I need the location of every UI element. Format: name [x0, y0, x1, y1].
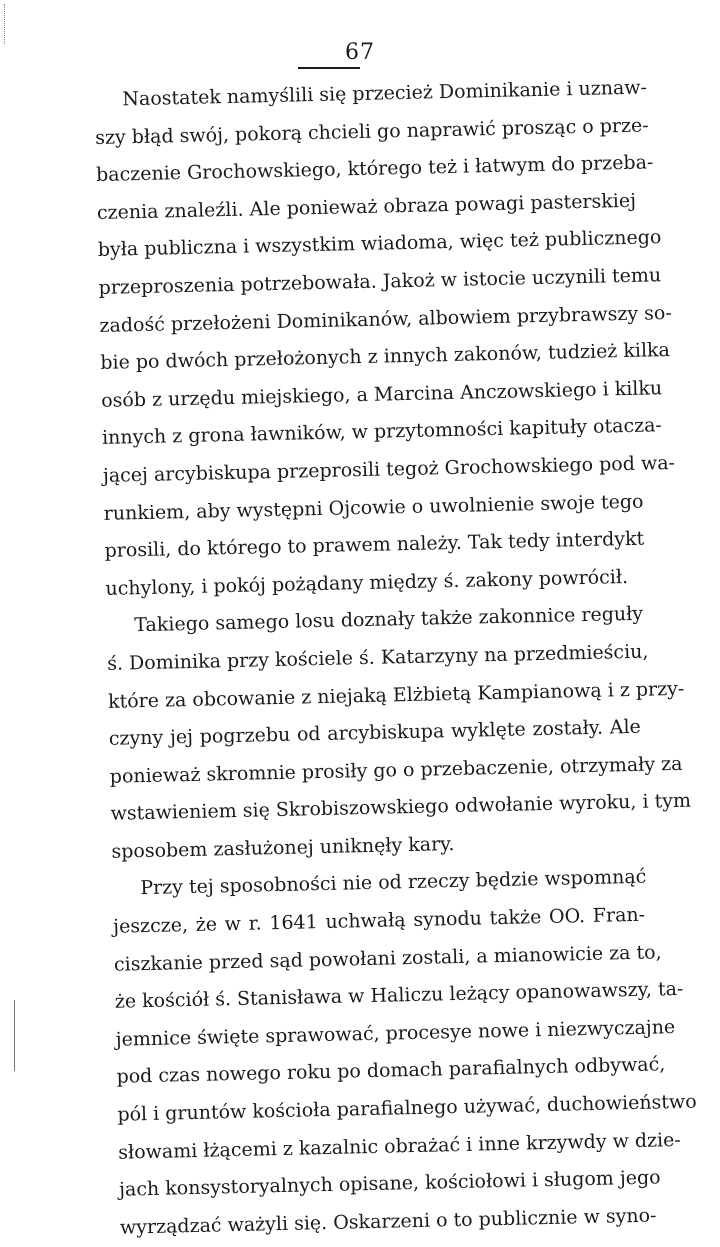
text-line: przeproszenia potrzebowała. Jakoż w istocie uczynili temu: [98, 264, 662, 299]
text-line: Naostatek namyślili się przecież Dominikanie i uznaw-: [122, 76, 648, 111]
page-number: 67: [345, 40, 375, 65]
margin-edge-line: [14, 1000, 15, 1071]
text-line: jemnice święte sprawować, procesye nowe i niezwyczajne: [115, 1015, 676, 1051]
body-text: [94, 69, 697, 1247]
text-line: była publiczna i wszystkim wiadoma, więc też publicznego: [97, 226, 662, 262]
text-line: innych z grona ławników, w przytomności kapituły otacza-: [101, 414, 663, 450]
text-line: pól i gruntów kościoła parafialnego używać, duchowieństwo: [117, 1090, 697, 1126]
text-line: które za obcowanie z niejaką Elżbietą Kampianową i z przy-: [107, 677, 685, 713]
text-line: bie po dwóch przełożonych z innych zakonów, tudzież kilka: [100, 339, 671, 375]
paragraph-2: [106, 595, 692, 871]
text-line: uchylony, i pokój pożądany między ś. zakony powrócił.: [105, 565, 629, 600]
text-line: że kościół ś. Stanisława w Haliczu leżący opanowawszy, ta-: [114, 978, 684, 1014]
text-line: Przy tej sposobności nie od rzeczy będzie wspomnąć: [140, 866, 647, 900]
text-line: zadość przełożeni Dominikanów, albowiem przybrawszy so-: [99, 301, 673, 337]
text-line: wyrządzać ważyli się. Oskarzeni o to publicznie w syno-: [119, 1204, 657, 1239]
text-line: czenia znaleźli. Ale ponieważ obraza powagi pasterskiej: [96, 189, 637, 224]
text-line: słowami łżącemi z kazalnic obrażać i inne krzywdy w dzie-: [118, 1128, 682, 1164]
margin-speck: [4, 4, 11, 44]
header-rule: [298, 67, 360, 69]
text-line: jach konsystoryalnych opisane, kościołowi i sługom jego: [118, 1166, 661, 1201]
text-line: runkiem, aby występni Ojcowie o uwolnienie swoje tego: [103, 490, 644, 525]
text-line: ciszkanie przed sąd powołani zostali, a mianowicie za to,: [113, 941, 662, 976]
text-line: pod czas nowego roku po domach parafialnych odbywać,: [116, 1053, 666, 1089]
text-line: ś. Dominika przy kościele ś. Katarzyny na przedmieściu,: [106, 640, 649, 675]
paragraph-1: [94, 69, 676, 608]
text-line: ponieważ skromnie prosiły go o przebaczenie, otrzymały za: [109, 752, 683, 788]
text-line: sposobem zasłużonej uniknęły kary.: [111, 832, 455, 863]
text-line: jącej arcybiskupa przeprosili tegoż Grochowskiego pod wa-: [102, 451, 676, 487]
text-line: Takiego samego losu doznały także zakonnice reguły: [134, 602, 644, 637]
text-line: prosili, do którego to prawem należy. Tak tedy interdykt: [104, 527, 645, 563]
text-line: osób z urzędu miejskiego, a Marcina Anczowskiego i kilku: [100, 376, 663, 412]
text-line: szy błąd swój, pokorą chcieli go naprawić prosząc o prze-: [95, 114, 649, 149]
text-line: baczenie Grochowskiego, którego też i łatwym do przeba-: [95, 151, 654, 187]
text-line: czyny jej pogrzebu od arcybiskupa wyklęte zostały. Ale: [108, 715, 642, 750]
text-line: jeszcze, że w r. 1641 uchwałą synodu także OO. Fran-: [112, 903, 646, 938]
text-line: wstawieniem się Skrobiszowskiego odwołanie wyroku, i tym: [110, 789, 692, 826]
paragraph-3: [112, 859, 697, 1247]
